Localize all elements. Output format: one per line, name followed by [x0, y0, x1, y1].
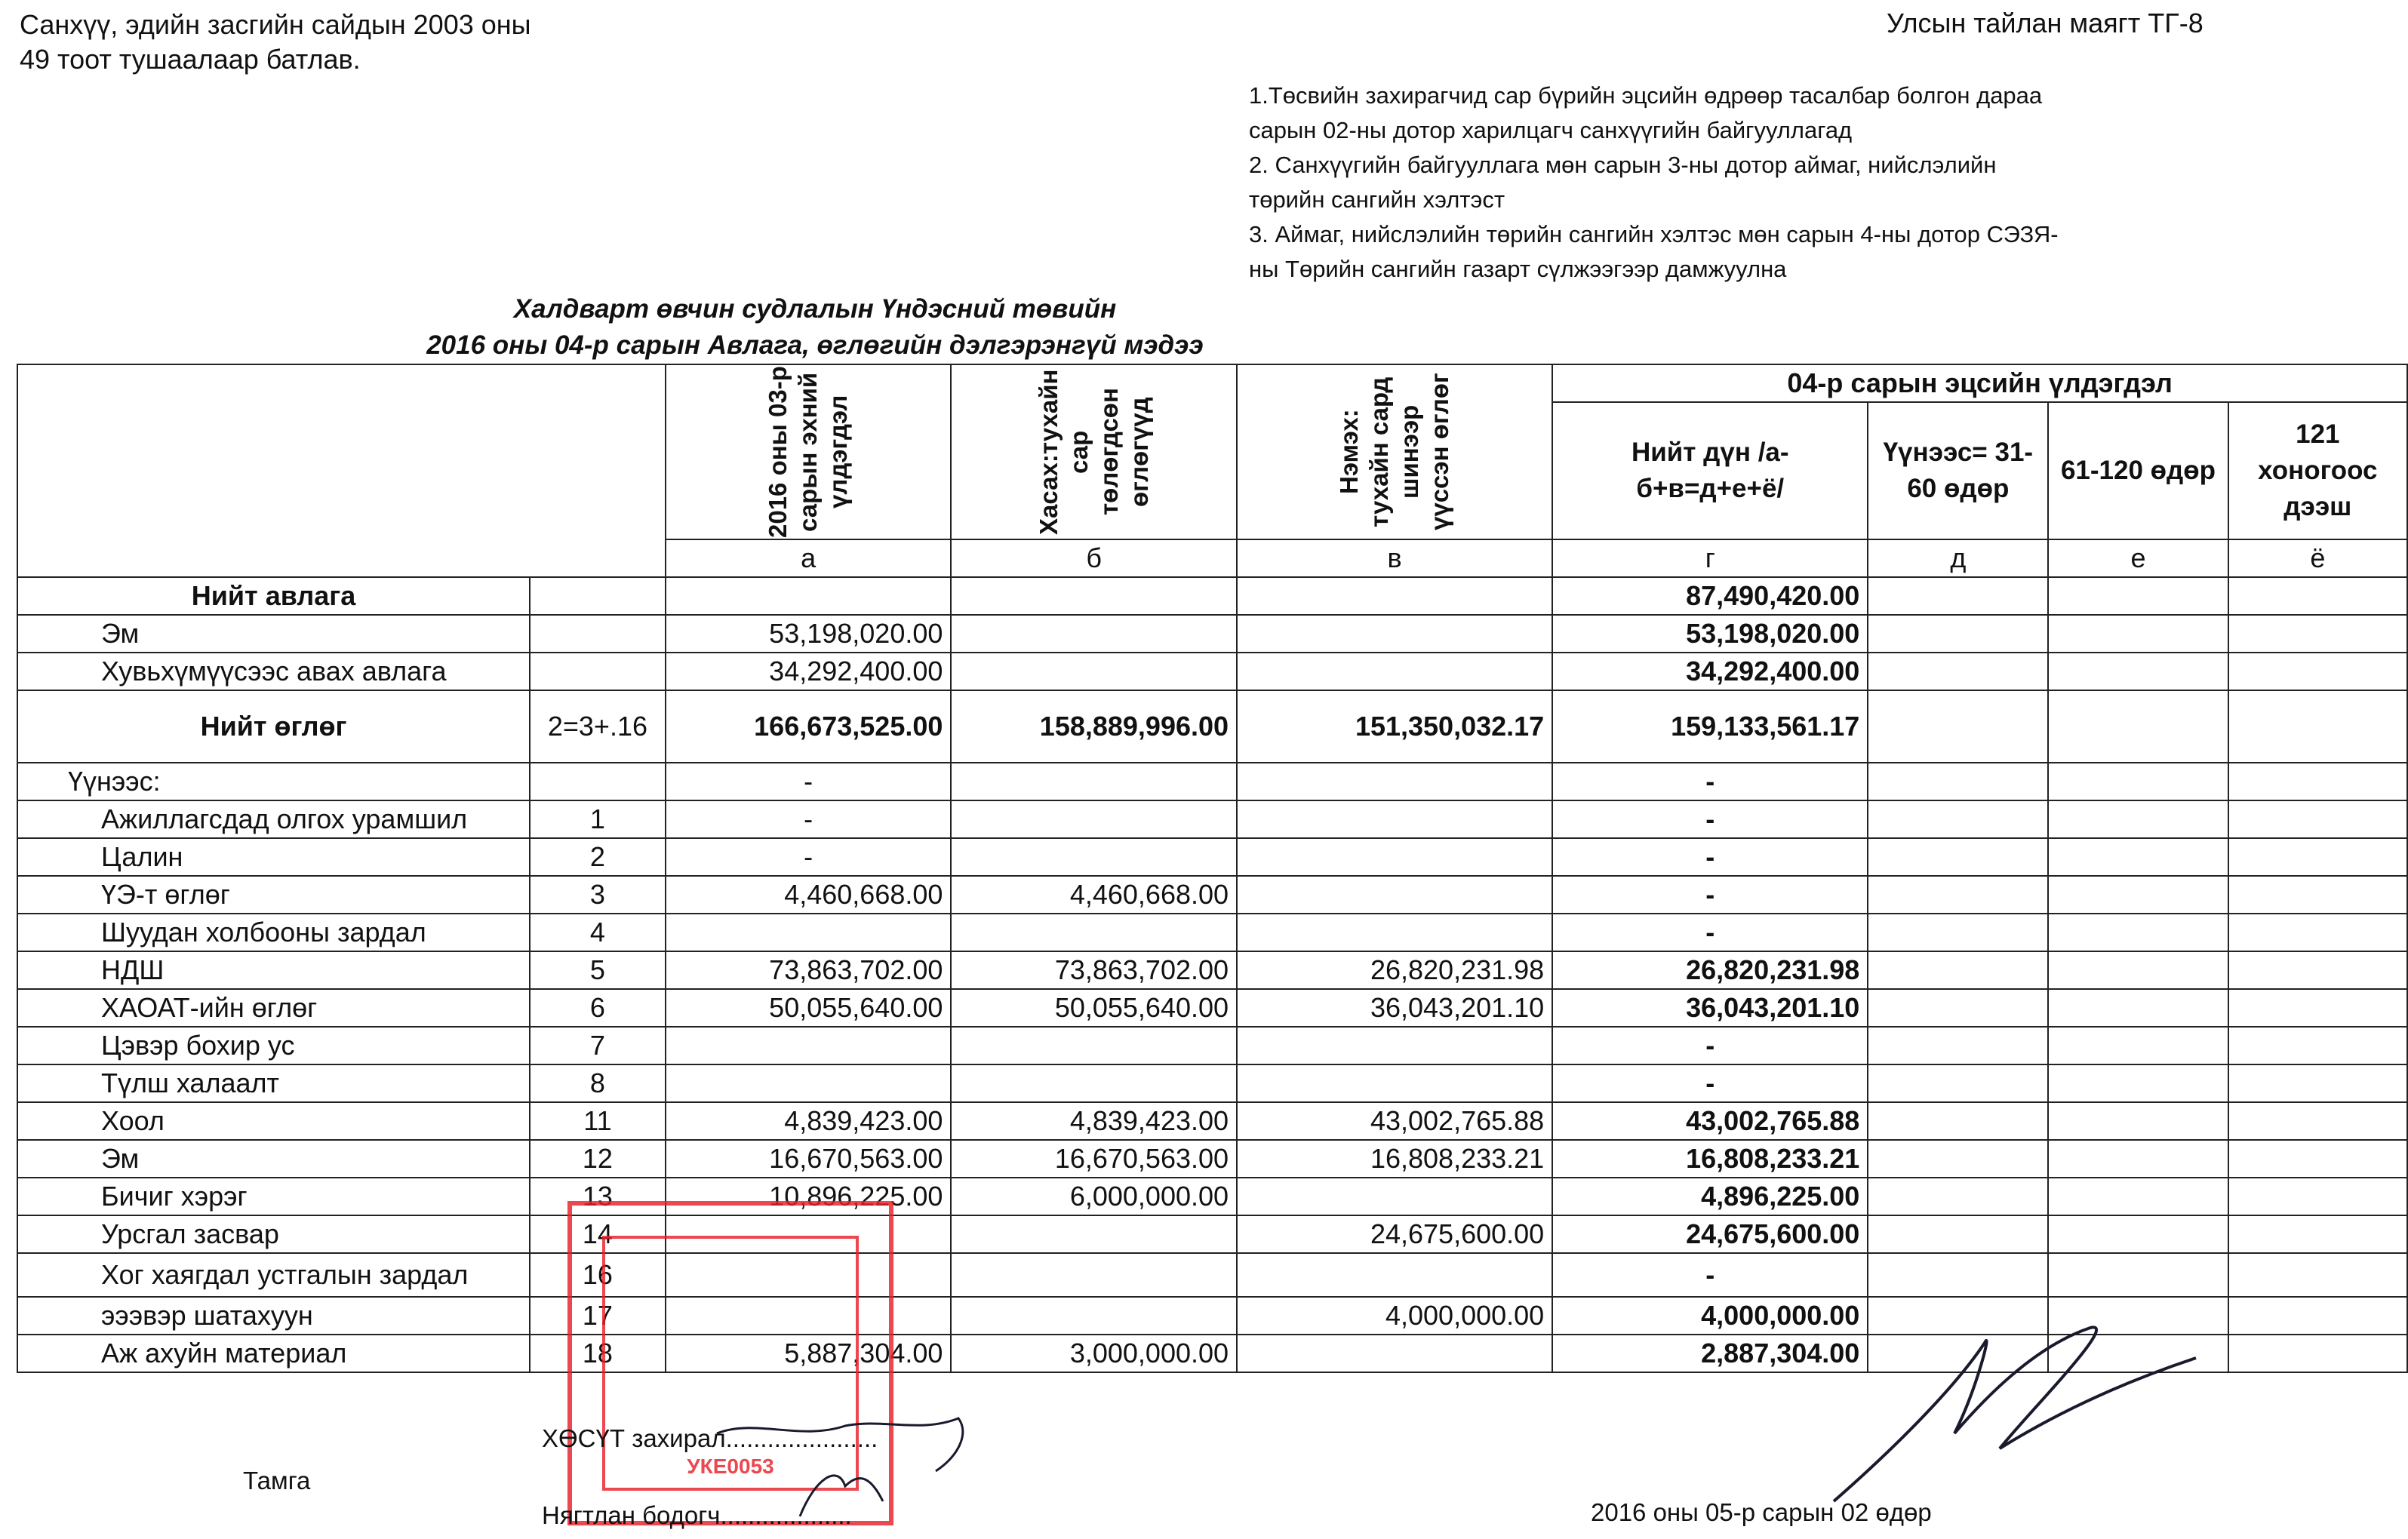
cell-yo [2228, 800, 2407, 838]
row-name: Эм [17, 1140, 530, 1178]
cell-yo [2228, 615, 2407, 653]
col-v-header: Нэмэх: тухайн сард шинээр үүссэн өглөг [1335, 373, 1454, 531]
group-header: 04-р сарын эцсийн үлдэгдэл [1552, 364, 2407, 402]
cell-b [951, 1297, 1237, 1335]
col-letter: а [666, 539, 952, 577]
col-v-header-cell [1237, 364, 1552, 539]
cell-g: - [1552, 1027, 1868, 1064]
row-name: Үүнээс: [17, 763, 530, 800]
cell-e [2048, 1102, 2228, 1140]
cell-yo [2228, 763, 2407, 800]
cell-g: 53,198,020.00 [1552, 615, 1868, 653]
table-row [17, 876, 2407, 914]
cell-d [1868, 690, 2048, 763]
cell-e [2048, 1178, 2228, 1215]
cell-e [2048, 989, 2228, 1027]
cell-d [1868, 800, 2048, 838]
cell-b: 3,000,000.00 [951, 1335, 1237, 1372]
table-row [17, 615, 2407, 653]
approval-line-1: Санхүү, эдийн засгийн сайдын 2003 оны [20, 9, 531, 40]
row-code: 2=3+.16 [530, 690, 666, 763]
cell-e [2048, 690, 2228, 763]
row-name: Цэвэр бохир ус [17, 1027, 530, 1064]
cell-g: 16,808,233.21 [1552, 1140, 1868, 1178]
cell-b [951, 1064, 1237, 1102]
cell-yo [2228, 1335, 2407, 1372]
cell-g: 26,820,231.98 [1552, 951, 1868, 989]
row-code: 6 [530, 989, 666, 1027]
row-name: Аж ахуйн материал [17, 1335, 530, 1372]
cell-d [1868, 615, 2048, 653]
row-name: Цалин [17, 838, 530, 876]
row-code: 11 [530, 1102, 666, 1140]
cell-v: 36,043,201.10 [1237, 989, 1552, 1027]
row-code: 14 [530, 1215, 666, 1253]
row-code: 16 [530, 1253, 666, 1297]
report-title-line-2: 2016 оны 04-р сарын Авлага, өглөгийн дэлгэрэнгүй мэдээ [426, 330, 1204, 360]
cell-b [951, 653, 1237, 690]
row-code: 2 [530, 838, 666, 876]
table-row [17, 653, 2407, 690]
cell-v [1237, 1253, 1552, 1297]
director-signature-line: ХӨСҮТ захирал...................... [542, 1424, 878, 1452]
cell-b: 4,460,668.00 [951, 876, 1237, 914]
row-name: Нийт авлага [17, 577, 530, 615]
col-b-header-cell [951, 364, 1237, 539]
cell-e [2048, 876, 2228, 914]
cell-g: 36,043,201.10 [1552, 989, 1868, 1027]
row-name: Бичиг хэрэг [17, 1178, 530, 1215]
instruction-line: 3. Аймаг, нийслэлийн төрийн сангийн хэлтэс мөн сарын 4-ны дотор СЭЗЯ- [1249, 221, 2059, 247]
cell-e [2048, 1215, 2228, 1253]
report-title-line-1: Халдварт өвчин судлалын Үндэсний төвийн [513, 294, 1117, 324]
col-e-header: 61-120 өдөр [2048, 402, 2228, 539]
cell-g: 4,000,000.00 [1552, 1297, 1868, 1335]
cell-a: 73,863,702.00 [666, 951, 952, 989]
cell-d [1868, 1178, 2048, 1215]
cell-a [666, 1027, 952, 1064]
row-code: 5 [530, 951, 666, 989]
col-letter: е [2048, 539, 2228, 577]
cell-yo [2228, 577, 2407, 615]
cell-g: 159,133,561.17 [1552, 690, 1868, 763]
row-code [530, 615, 666, 653]
cell-e [2048, 951, 2228, 989]
table-row [17, 577, 2407, 615]
table-row [17, 951, 2407, 989]
report-date: 2016 оны 05-р сарын 02 өдөр [1591, 1498, 1932, 1526]
row-code: 3 [530, 876, 666, 914]
cell-a: 10,896,225.00 [666, 1178, 952, 1215]
stamp-label: Тамга [243, 1467, 311, 1494]
cell-v: 43,002,765.88 [1237, 1102, 1552, 1140]
cell-yo [2228, 1102, 2407, 1140]
cell-v [1237, 838, 1552, 876]
row-code: 8 [530, 1064, 666, 1102]
cell-e [2048, 800, 2228, 838]
table-row [17, 914, 2407, 951]
instruction-line: сарын 02-ны дотор харилцагч санхүүгийн байгууллагад [1249, 117, 1853, 143]
col-letter: ё [2228, 539, 2407, 577]
cell-g: 24,675,600.00 [1552, 1215, 1868, 1253]
cell-a: 50,055,640.00 [666, 989, 952, 1027]
instruction-line: ны Төрийн сангийн газарт сүлжээгээр дамжуулна [1249, 256, 1787, 282]
cell-a [666, 577, 952, 615]
table-row [17, 1102, 2407, 1140]
row-code: 12 [530, 1140, 666, 1178]
col-a-header-cell [666, 364, 952, 539]
table-row [17, 838, 2407, 876]
table-body [17, 577, 2407, 1372]
row-name: Урсгал засвар [17, 1215, 530, 1253]
accountant-signature-line: Нягтлан бодогч................... [542, 1501, 852, 1529]
cell-e [2048, 577, 2228, 615]
cell-e [2048, 653, 2228, 690]
approval-line-2: 49 тоот тушаалаар батлав. [20, 44, 361, 75]
cell-v [1237, 800, 1552, 838]
cell-e [2048, 1140, 2228, 1178]
cell-g: - [1552, 876, 1868, 914]
col-yo-header: 121 хоногоос дээш [2228, 402, 2407, 539]
cell-d [1868, 1102, 2048, 1140]
cell-b: 6,000,000.00 [951, 1178, 1237, 1215]
row-name: Хувьхүмүүсээс авах авлага [17, 653, 530, 690]
cell-yo [2228, 653, 2407, 690]
cell-g: 87,490,420.00 [1552, 577, 1868, 615]
row-name: Нийт өглөг [17, 690, 530, 763]
row-code: 1 [530, 800, 666, 838]
cell-g: - [1552, 1064, 1868, 1102]
cell-g: - [1552, 763, 1868, 800]
row-name: Түлш халаалт [17, 1064, 530, 1102]
row-code [530, 763, 666, 800]
cell-e [2048, 1027, 2228, 1064]
table-row [17, 1215, 2407, 1253]
signature-mark [1804, 1298, 2226, 1524]
report-table [17, 364, 2408, 1373]
cell-a: 5,887,304.00 [666, 1335, 952, 1372]
col-letter: б [951, 539, 1237, 577]
table-row [17, 690, 2407, 763]
row-code: 7 [530, 1027, 666, 1064]
cell-e [2048, 615, 2228, 653]
row-name: Хоол [17, 1102, 530, 1140]
cell-b [951, 914, 1237, 951]
cell-yo [2228, 1140, 2407, 1178]
cell-d [1868, 1027, 2048, 1064]
table-row [17, 1064, 2407, 1102]
cell-b: 50,055,640.00 [951, 989, 1237, 1027]
row-name: Хог хаягдал устгалын зардал [17, 1253, 530, 1297]
row-code: 18 [530, 1335, 666, 1372]
cell-b [951, 1253, 1237, 1297]
cell-b [951, 763, 1237, 800]
cell-v [1237, 1335, 1552, 1372]
table-row [17, 800, 2407, 838]
cell-d [1868, 914, 2048, 951]
cell-yo [2228, 989, 2407, 1027]
row-name: Шуудан холбооны зардал [17, 914, 530, 951]
cell-yo [2228, 1027, 2407, 1064]
row-name: Эм [17, 615, 530, 653]
cell-b [951, 577, 1237, 615]
col-letter: в [1237, 539, 1552, 577]
cell-yo [2228, 1178, 2407, 1215]
table-row [17, 1140, 2407, 1178]
col-letter: д [1868, 539, 2048, 577]
cell-b [951, 1027, 1237, 1064]
instruction-line: төрийн сангийн хэлтэст [1249, 186, 1505, 213]
cell-e [2048, 763, 2228, 800]
row-name: ХАОАТ-ийн өглөг [17, 989, 530, 1027]
cell-e [2048, 838, 2228, 876]
cell-e [2048, 1253, 2228, 1297]
cell-a: 4,460,668.00 [666, 876, 952, 914]
cell-yo [2228, 838, 2407, 876]
row-name: эээвэр шатахуун [17, 1297, 530, 1335]
cell-g: - [1552, 914, 1868, 951]
cell-b [951, 1215, 1237, 1253]
cell-a: 166,673,525.00 [666, 690, 952, 763]
cell-b [951, 838, 1237, 876]
cell-v [1237, 1027, 1552, 1064]
cell-v: 16,808,233.21 [1237, 1140, 1552, 1178]
cell-a: - [666, 763, 952, 800]
row-name: НДШ [17, 951, 530, 989]
row-name: Ажиллагсдад олгох урамшил [17, 800, 530, 838]
cell-a: 16,670,563.00 [666, 1140, 952, 1178]
form-code: Улсын тайлан маягт ТГ-8 [1887, 8, 2203, 38]
instructions [1249, 78, 2059, 287]
cell-v [1237, 876, 1552, 914]
row-code [530, 653, 666, 690]
cell-a: - [666, 838, 952, 876]
cell-a: 53,198,020.00 [666, 615, 952, 653]
row-name: ҮЭ-т өглөг [17, 876, 530, 914]
cell-d [1868, 1215, 2048, 1253]
cell-b: 16,670,563.00 [951, 1140, 1237, 1178]
cell-a [666, 1064, 952, 1102]
row-code: 4 [530, 914, 666, 951]
cell-g: 2,887,304.00 [1552, 1335, 1868, 1372]
table-row [17, 763, 2407, 800]
cell-d [1868, 1253, 2048, 1297]
cell-v [1237, 1064, 1552, 1102]
col-a-header: 2016 оны 03-р сарын эхний үлдэгдэл [764, 366, 853, 538]
cell-v [1237, 914, 1552, 951]
director-signature-mark [709, 1388, 996, 1524]
cell-b: 158,889,996.00 [951, 690, 1237, 763]
cell-d [1868, 653, 2048, 690]
cell-d [1868, 838, 2048, 876]
cell-d [1868, 1064, 2048, 1102]
table-row [17, 1027, 2407, 1064]
cell-d [1868, 876, 2048, 914]
cell-g: - [1552, 1253, 1868, 1297]
col-g-header: Нийт дүн /а-б+в=д+е+ё/ [1552, 402, 1868, 539]
stamp-code: УКЕ0053 [687, 1455, 774, 1478]
cell-yo [2228, 914, 2407, 951]
cell-d [1868, 1140, 2048, 1178]
cell-a: - [666, 800, 952, 838]
cell-v: 151,350,032.17 [1237, 690, 1552, 763]
cell-d [1868, 951, 2048, 989]
cell-a: 34,292,400.00 [666, 653, 952, 690]
cell-v: 4,000,000.00 [1237, 1297, 1552, 1335]
cell-a: 4,839,423.00 [666, 1102, 952, 1140]
row-code [530, 577, 666, 615]
row-code: 17 [530, 1297, 666, 1335]
cell-e [2048, 914, 2228, 951]
row-code: 13 [530, 1178, 666, 1215]
cell-yo [2228, 1297, 2407, 1335]
cell-g: - [1552, 838, 1868, 876]
table-row [17, 989, 2407, 1027]
cell-v [1237, 615, 1552, 653]
cell-yo [2228, 951, 2407, 989]
cell-v [1237, 763, 1552, 800]
cell-g: 43,002,765.88 [1552, 1102, 1868, 1140]
cell-v: 24,675,600.00 [1237, 1215, 1552, 1253]
cell-g: 4,896,225.00 [1552, 1178, 1868, 1215]
cell-e [2048, 1064, 2228, 1102]
cell-g: - [1552, 800, 1868, 838]
cell-yo [2228, 876, 2407, 914]
cell-a [666, 914, 952, 951]
cell-b: 73,863,702.00 [951, 951, 1237, 989]
cell-v [1237, 653, 1552, 690]
instruction-line: 2. Санхүүгийн байгууллага мөн сарын 3-ны дотор аймаг, нийслэлийн [1249, 152, 1997, 178]
header-empty-cell [17, 364, 666, 577]
cell-d [1868, 763, 2048, 800]
cell-yo [2228, 1215, 2407, 1253]
cell-v [1237, 577, 1552, 615]
cell-yo [2228, 1253, 2407, 1297]
table-row [17, 1178, 2407, 1215]
col-letter: г [1552, 539, 1868, 577]
approval-text [20, 8, 531, 77]
col-b-header: Хасах:тухайн сар төлөгдсөн өглөгүүд [1034, 369, 1153, 535]
cell-v: 26,820,231.98 [1237, 951, 1552, 989]
cell-v [1237, 1178, 1552, 1215]
cell-d [1868, 577, 2048, 615]
instruction-line: 1.Төсвийн захирагчид сар бүрийн эцсийн өдрөөр тасалбар болгон дараа [1249, 82, 2043, 109]
cell-b [951, 615, 1237, 653]
cell-d [1868, 989, 2048, 1027]
cell-yo [2228, 690, 2407, 763]
cell-b [951, 800, 1237, 838]
cell-b: 4,839,423.00 [951, 1102, 1237, 1140]
cell-yo [2228, 1064, 2407, 1102]
cell-g: 34,292,400.00 [1552, 653, 1868, 690]
col-d-header: Үүнээс= 31-60 өдөр [1868, 402, 2048, 539]
table-row [17, 1253, 2407, 1297]
